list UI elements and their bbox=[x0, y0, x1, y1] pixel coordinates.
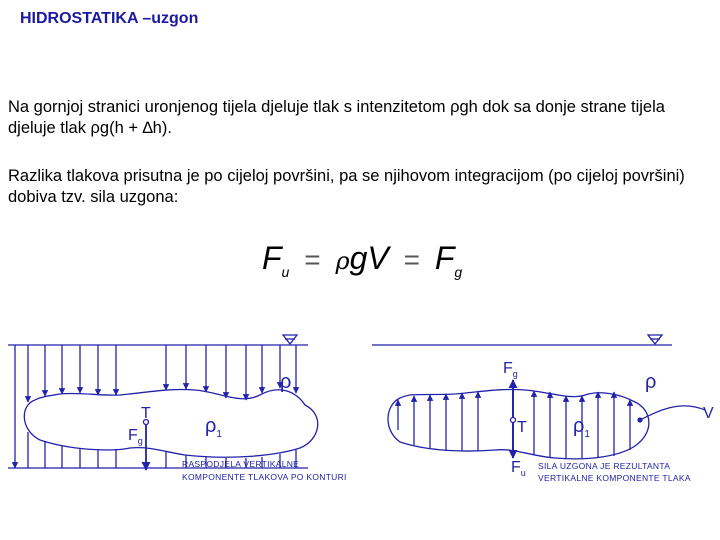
right-Fg-label: $F_g$ bbox=[503, 360, 518, 379]
formula-sub-g: g bbox=[454, 264, 463, 280]
left-rho-label: ρ bbox=[280, 371, 292, 393]
buoyancy-formula bbox=[262, 240, 462, 280]
left-diagram bbox=[8, 335, 318, 470]
formula-sub-u: u bbox=[281, 264, 290, 280]
right-diagram bbox=[372, 335, 705, 459]
left-T-label: T bbox=[141, 405, 151, 422]
right-rho1-label: $\rho_1$ bbox=[573, 415, 590, 440]
right-V-label: V bbox=[703, 405, 714, 422]
right-center-point bbox=[511, 418, 516, 423]
right-caption-line2: VERTIKALNE KOMPONENTE TLAKA bbox=[538, 473, 691, 483]
left-Fg-label: $F_g$ bbox=[128, 427, 143, 446]
left-caption-line2: KOMPONENTE TLAKOVA PO KONTURI bbox=[182, 472, 347, 482]
right-volume-pointer bbox=[640, 406, 705, 420]
right-pressure-arrows bbox=[398, 391, 630, 458]
formula-F2: F bbox=[434, 240, 455, 276]
left-body-contour bbox=[24, 389, 317, 457]
formula-rho: ρ bbox=[335, 247, 350, 275]
right-T-label: T bbox=[517, 419, 527, 436]
paragraph-pressure: Na gornjoj stranici uronjenog tijela djeluje tlak s intenzitetom ρgh dok sa donje strane tijela djeluje tlak ρg(h + ∆h). bbox=[8, 98, 665, 137]
page-title: HIDROSTATIKA –uzgon bbox=[20, 10, 199, 27]
formula-F: F bbox=[262, 240, 282, 276]
formula-eq1: = bbox=[304, 244, 321, 275]
right-caption-line1: SILA UZGONA JE REZULTANTA bbox=[538, 461, 671, 471]
left-caption-line1: RASPODJELA VERTIKALNE bbox=[182, 459, 300, 469]
right-rho-label: ρ bbox=[645, 371, 657, 393]
formula-gV: gV bbox=[349, 240, 389, 276]
formula-eq2: = bbox=[403, 244, 420, 275]
paragraph-buoyancy: Razlika tlakova prisutna je po cijeloj površini, pa se njihovom integracijom (po cijeloj površini) dobiva tzv. sila uzgona: bbox=[8, 167, 685, 206]
buoyancy-diagrams bbox=[0, 325, 720, 515]
right-Fu-label: $F_u$ bbox=[511, 459, 526, 478]
left-rho1-label: $\rho_1$ bbox=[205, 415, 222, 440]
